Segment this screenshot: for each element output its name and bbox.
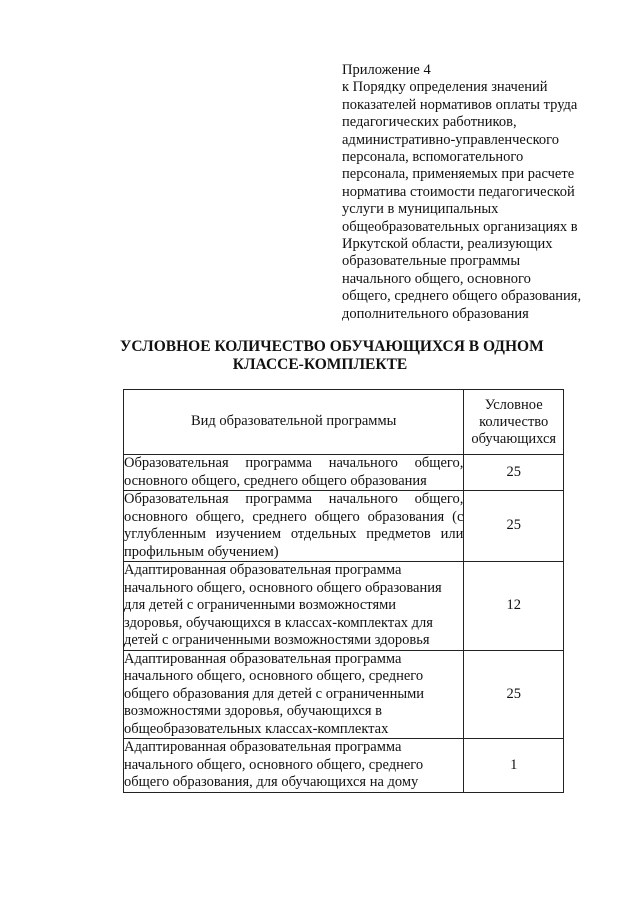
header-count-line: обучающихся [471,430,557,447]
appendix-line: дополнительного образования [342,305,529,322]
student-count-table [123,389,564,793]
program-line: Адаптированная образовательная программа [124,650,402,667]
table-row [124,650,564,739]
count-cell: 25 [464,650,564,739]
program-line: углубленным изучением отдельных предметов или [124,526,464,542]
appendix-line: персонала, вспомогательного [342,149,524,166]
appendix-line: норматива стоимости педагогической [342,183,575,200]
appendix-line: показателей нормативов оплаты труда [342,96,578,113]
table-row [124,739,564,793]
header-count-line: количество [479,413,549,430]
table-row [124,455,564,491]
title-line-1: УСЛОВНОЕ КОЛИЧЕСТВО ОБУЧАЮЩИХСЯ В ОДНОМ [120,338,544,355]
appendix-line: услуги в муниципальных [342,201,499,218]
program-line: Адаптированная образовательная программа [124,739,402,755]
program-line: возможностями здоровья, обучающихся в [124,703,382,719]
count-cell: 25 [464,455,564,491]
program-cell [124,562,464,651]
appendix-line: педагогических работников, [342,114,517,131]
header-student-count [464,390,564,455]
appendix-line: персонала, применяемых при расчете [342,166,575,183]
title-line-2: КЛАССЕ-КОМПЛЕКТЕ [232,356,408,373]
header-program-type: Вид образовательной программы [124,390,464,455]
appendix-line: общеобразовательных организациях в [342,218,578,235]
program-line: детей с ограниченными возможностями здоровья [124,632,430,648]
program-cell [124,739,464,793]
appendix-line: Приложение 4 [342,62,431,78]
appendix-line: административно-управленческого [342,131,560,148]
table-row [124,491,564,562]
program-cell [124,650,464,739]
appendix-line: начального общего, основного [342,270,531,287]
program-line: основного общего, среднего общего образования [124,472,427,489]
count-cell: 25 [464,491,564,562]
appendix-note [342,62,610,323]
count-cell: 1 [464,739,564,793]
program-line: здоровья, обучающихся в классах-комплектах для [124,614,433,631]
program-cell [124,455,464,491]
program-line: для детей с ограниченными возможностями [124,597,397,613]
appendix-line: Иркутской области, реализующих [342,236,553,253]
appendix-line: к Порядку определения значений [342,79,548,96]
program-line: Адаптированная образовательная программа [124,562,402,578]
appendix-line: образовательные программы [342,253,521,270]
document-title [120,338,544,374]
table-row [124,562,564,651]
program-line: начального общего, основного общего, среднего [124,668,424,684]
program-line: общего образования для детей с ограниченными [124,685,425,702]
count-cell: 12 [464,562,564,651]
program-line: Образовательная программа начального общего, [124,491,464,507]
program-line: общеобразовательных классах-комплектах [124,720,389,737]
program-line: начального общего, основного общего образования [124,579,442,596]
header-count-line: Условное [484,396,543,413]
program-cell [124,491,464,562]
program-line: Образовательная программа начального общего, [124,455,464,471]
appendix-line: общего, среднего общего образования, [342,288,582,305]
program-line: основного общего, среднего общего образования (с [124,508,464,525]
table-header-row [124,390,564,455]
program-line: начального общего, основного общего, среднего [124,756,424,773]
program-line: профильным обучением) [124,543,279,560]
program-line: общего образования, для обучающихся на дому [124,774,419,790]
